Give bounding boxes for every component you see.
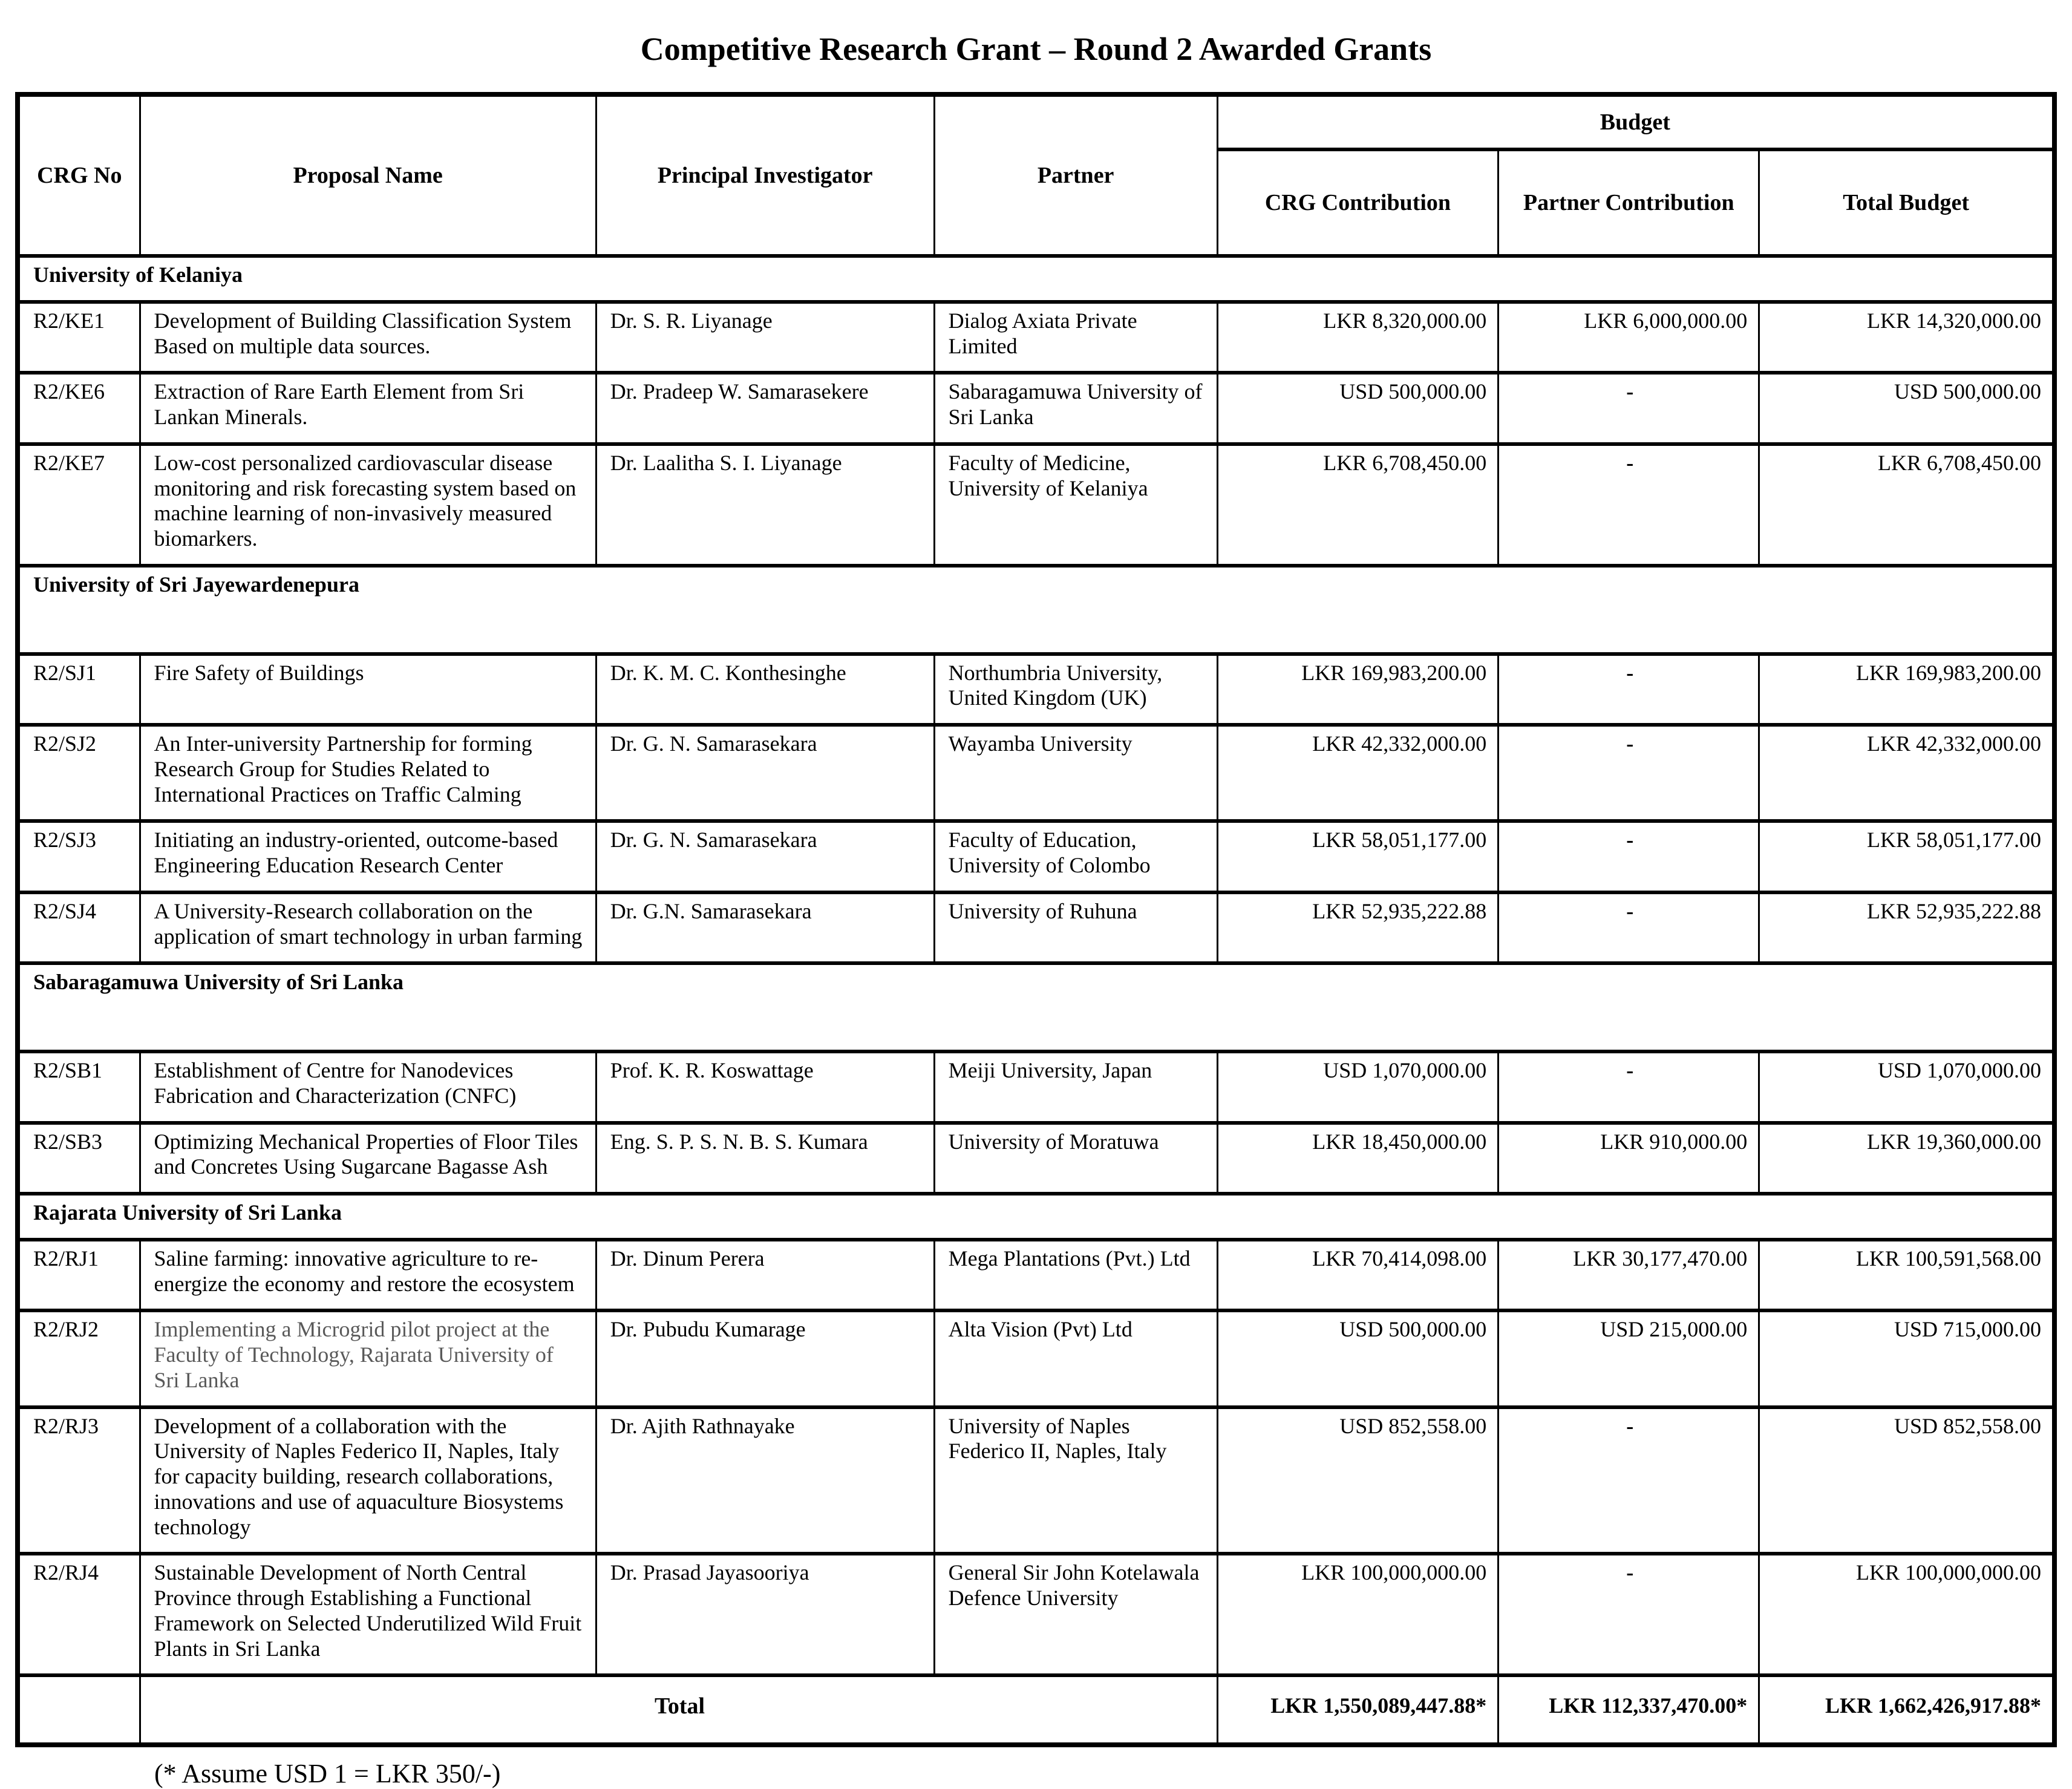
grant-row: [18, 302, 2054, 373]
principal-investigator-cell: Dr. Ajith Rathnayake: [596, 1407, 934, 1554]
col-header-total-budget: Total Budget: [1759, 149, 2054, 256]
crg-contribution-cell: LKR 42,332,000.00: [1217, 725, 1498, 821]
crg-no-cell: R2/SJ1: [18, 654, 140, 725]
proposal-name-cell: Establishment of Centre for Nanodevices Fabrication and Characterization (CNFC): [140, 1051, 596, 1123]
crg-no-cell: R2/RJ1: [18, 1240, 140, 1311]
partner-contribution-cell: LKR 910,000.00: [1498, 1123, 1759, 1194]
awarded-grants-table: [15, 92, 2057, 1747]
proposal-name-cell: Sustainable Development of North Central Province through Establishing a Functional Framework on Selected Underutilized Wild Fruit Plants in Sri Lanka: [140, 1554, 596, 1675]
total-budget-cell: LKR 100,000,000.00: [1759, 1554, 2054, 1675]
partner-contribution-cell: -: [1498, 1407, 1759, 1554]
proposal-name-cell: Fire Safety of Buildings: [140, 654, 596, 725]
principal-investigator-cell: Dr. Prasad Jayasooriya: [596, 1554, 934, 1675]
partner-contribution-cell: -: [1498, 373, 1759, 444]
total-budget-cell: LKR 58,051,177.00: [1759, 821, 2054, 892]
crg-contribution-cell: LKR 18,450,000.00: [1217, 1123, 1498, 1194]
proposal-name-cell: Extraction of Rare Earth Element from Sri Lankan Minerals.: [140, 373, 596, 444]
section-header-row: [18, 1194, 2054, 1240]
crg-no-cell: R2/KE7: [18, 444, 140, 566]
partner-cell: Wayamba University: [934, 725, 1217, 821]
col-header-partner-contribution: Partner Contribution: [1498, 149, 1759, 256]
table-footer: [18, 1675, 2054, 1745]
total-row-empty-cell: [18, 1675, 140, 1745]
total-budget-cell: USD 1,070,000.00: [1759, 1051, 2054, 1123]
crg-no-cell: R2/SJ2: [18, 725, 140, 821]
crg-no-cell: R2/SB1: [18, 1051, 140, 1123]
partner-contribution-cell: -: [1498, 1554, 1759, 1675]
total-partner-contribution: LKR 112,337,470.00*: [1498, 1675, 1759, 1745]
grant-row: [18, 1240, 2054, 1311]
section-title: Rajarata University of Sri Lanka: [18, 1194, 2054, 1240]
proposal-name-cell: A University-Research collaboration on the application of smart technology in urban farming: [140, 892, 596, 964]
grant-row: [18, 373, 2054, 444]
col-header-principal-investigator: Principal Investigator: [596, 94, 934, 256]
crg-no-cell: R2/SB3: [18, 1123, 140, 1194]
total-budget-cell: LKR 6,708,450.00: [1759, 444, 2054, 566]
total-label: Total: [140, 1675, 1217, 1745]
partner-contribution-cell: -: [1498, 1051, 1759, 1123]
partner-cell: University of Ruhuna: [934, 892, 1217, 964]
partner-cell: Faculty of Medicine, University of Kelaniya: [934, 444, 1217, 566]
partner-contribution-cell: -: [1498, 892, 1759, 964]
partner-cell: Mega Plantations (Pvt.) Ltd: [934, 1240, 1217, 1311]
grant-row: [18, 654, 2054, 725]
principal-investigator-cell: Prof. K. R. Koswattage: [596, 1051, 934, 1123]
table-body: [18, 256, 2054, 1675]
partner-cell: Alta Vision (Pvt) Ltd: [934, 1310, 1217, 1407]
partner-contribution-cell: -: [1498, 444, 1759, 566]
partner-cell: Faculty of Education, University of Colombo: [934, 821, 1217, 892]
crg-no-cell: R2/RJ2: [18, 1310, 140, 1407]
crg-contribution-cell: USD 500,000.00: [1217, 373, 1498, 444]
principal-investigator-cell: Dr. Laalitha S. I. Liyanage: [596, 444, 934, 566]
total-budget-cell: LKR 14,320,000.00: [1759, 302, 2054, 373]
col-header-partner: Partner: [934, 94, 1217, 256]
total-budget-cell: USD 852,558.00: [1759, 1407, 2054, 1554]
partner-cell: Dialog Axiata Private Limited: [934, 302, 1217, 373]
total-budget-cell: USD 715,000.00: [1759, 1310, 2054, 1407]
total-row: [18, 1675, 2054, 1745]
total-total-budget: LKR 1,662,426,917.88*: [1759, 1675, 2054, 1745]
partner-contribution-cell: -: [1498, 725, 1759, 821]
partner-cell: Northumbria University, United Kingdom (UK): [934, 654, 1217, 725]
proposal-name-cell: Saline farming: innovative agriculture to re-energize the economy and restore the ecosystem: [140, 1240, 596, 1311]
crg-contribution-cell: LKR 70,414,098.00: [1217, 1240, 1498, 1311]
total-budget-cell: LKR 169,983,200.00: [1759, 654, 2054, 725]
crg-no-cell: R2/SJ3: [18, 821, 140, 892]
principal-investigator-cell: Dr. K. M. C. Konthesinghe: [596, 654, 934, 725]
principal-investigator-cell: Eng. S. P. S. N. B. S. Kumara: [596, 1123, 934, 1194]
proposal-name-cell: An Inter-university Partnership for forming Research Group for Studies Related to International Practices on Traffic Calming: [140, 725, 596, 821]
principal-investigator-cell: Dr. Pradeep W. Samarasekere: [596, 373, 934, 444]
grant-row: [18, 1310, 2054, 1407]
col-header-proposal-name: Proposal Name: [140, 94, 596, 256]
crg-contribution-cell: LKR 52,935,222.88: [1217, 892, 1498, 964]
grant-row: [18, 892, 2054, 964]
proposal-name-cell: Development of Building Classification System Based on multiple data sources.: [140, 302, 596, 373]
proposal-name-cell: Low-cost personalized cardiovascular disease monitoring and risk forecasting system based on machine learning of non-invasively measured biomarkers.: [140, 444, 596, 566]
partner-contribution-cell: USD 215,000.00: [1498, 1310, 1759, 1407]
crg-contribution-cell: USD 852,558.00: [1217, 1407, 1498, 1554]
crg-no-cell: R2/RJ3: [18, 1407, 140, 1554]
grant-row: [18, 444, 2054, 566]
grant-row: [18, 1123, 2054, 1194]
crg-contribution-cell: LKR 8,320,000.00: [1217, 302, 1498, 373]
col-header-crg-contribution: CRG Contribution: [1217, 149, 1498, 256]
section-title: University of Sri Jayewardenepura: [18, 566, 2054, 654]
crg-contribution-cell: USD 500,000.00: [1217, 1310, 1498, 1407]
crg-no-cell: R2/KE6: [18, 373, 140, 444]
section-header-row: [18, 566, 2054, 654]
total-crg-contribution: LKR 1,550,089,447.88*: [1217, 1675, 1498, 1745]
principal-investigator-cell: Dr. Dinum Perera: [596, 1240, 934, 1311]
section-title: University of Kelaniya: [18, 256, 2054, 302]
proposal-name-cell: Development of a collaboration with the University of Naples Federico II, Naples, Italy for capacity building, research collaborations, innovations and use of aquaculture Biosystems technology: [140, 1407, 596, 1554]
proposal-name-cell: Initiating an industry-oriented, outcome-based Engineering Education Research Center: [140, 821, 596, 892]
total-budget-cell: USD 500,000.00: [1759, 373, 2054, 444]
total-budget-cell: LKR 19,360,000.00: [1759, 1123, 2054, 1194]
principal-investigator-cell: Dr. S. R. Liyanage: [596, 302, 934, 373]
total-budget-cell: LKR 100,591,568.00: [1759, 1240, 2054, 1311]
partner-cell: University of Moratuwa: [934, 1123, 1217, 1194]
col-header-crg-no: CRG No: [18, 94, 140, 256]
grant-row: [18, 725, 2054, 821]
section-header-row: [18, 256, 2054, 302]
total-budget-cell: LKR 42,332,000.00: [1759, 725, 2054, 821]
partner-cell: University of Naples Federico II, Naples, Italy: [934, 1407, 1217, 1554]
exchange-rate-footnote: (* Assume USD 1 = LKR 350/-): [154, 1759, 501, 1789]
principal-investigator-cell: Dr. Pubudu Kumarage: [596, 1310, 934, 1407]
crg-no-cell: R2/SJ4: [18, 892, 140, 964]
header-row-1: [18, 94, 2054, 149]
partner-cell: Meiji University, Japan: [934, 1051, 1217, 1123]
principal-investigator-cell: Dr. G.N. Samarasekara: [596, 892, 934, 964]
partner-contribution-cell: -: [1498, 654, 1759, 725]
crg-contribution-cell: USD 1,070,000.00: [1217, 1051, 1498, 1123]
crg-contribution-cell: LKR 169,983,200.00: [1217, 654, 1498, 725]
crg-no-cell: R2/RJ4: [18, 1554, 140, 1675]
partner-cell: General Sir John Kotelawala Defence University: [934, 1554, 1217, 1675]
grant-row: [18, 1407, 2054, 1554]
section-header-row: [18, 963, 2054, 1051]
total-budget-cell: LKR 52,935,222.88: [1759, 892, 2054, 964]
partner-contribution-cell: LKR 6,000,000.00: [1498, 302, 1759, 373]
crg-no-cell: R2/KE1: [18, 302, 140, 373]
crg-contribution-cell: LKR 6,708,450.00: [1217, 444, 1498, 566]
col-header-budget: Budget: [1217, 94, 2054, 149]
partner-contribution-cell: LKR 30,177,470.00: [1498, 1240, 1759, 1311]
proposal-name-cell: Optimizing Mechanical Properties of Floor Tiles and Concretes Using Sugarcane Bagasse Ash: [140, 1123, 596, 1194]
section-title: Sabaragamuwa University of Sri Lanka: [18, 963, 2054, 1051]
partner-contribution-cell: -: [1498, 821, 1759, 892]
page-title: Competitive Research Grant – Round 2 Awarded Grants: [640, 31, 1432, 67]
grant-row: [18, 1051, 2054, 1123]
proposal-name-cell: Implementing a Microgrid pilot project at the Faculty of Technology, Rajarata University of Sri Lanka: [140, 1310, 596, 1407]
principal-investigator-cell: Dr. G. N. Samarasekara: [596, 821, 934, 892]
table-header: [18, 94, 2054, 256]
partner-cell: Sabaragamuwa University of Sri Lanka: [934, 373, 1217, 444]
crg-contribution-cell: LKR 100,000,000.00: [1217, 1554, 1498, 1675]
grant-row: [18, 1554, 2054, 1675]
crg-contribution-cell: LKR 58,051,177.00: [1217, 821, 1498, 892]
principal-investigator-cell: Dr. G. N. Samarasekara: [596, 725, 934, 821]
grant-row: [18, 821, 2054, 892]
